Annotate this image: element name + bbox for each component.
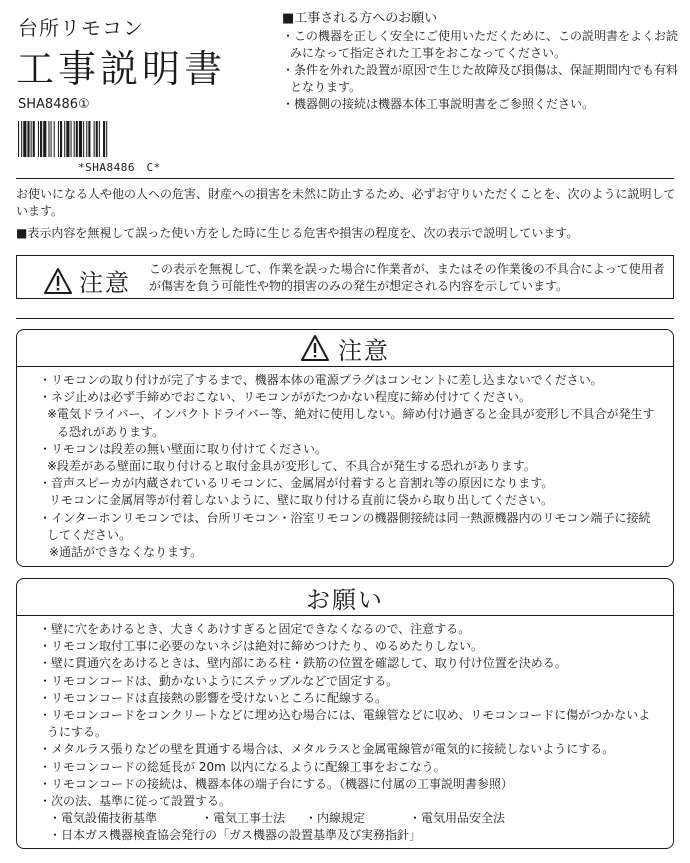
- barcode-bar: [60, 121, 62, 157]
- barcode-bar: [83, 121, 84, 157]
- request-section-header: [17, 579, 673, 616]
- model-number: SHA8486①: [18, 97, 90, 112]
- standard-item: ・日本ガス機器検査協会発行の「ガス機器の設置基準及び実務指針」: [49, 828, 422, 843]
- caution-item: ・ネジ止めは必ず手締めでおこない、リモコンががたつかない程度に締め付けてください。: [39, 390, 532, 405]
- caution-legend: [16, 255, 674, 299]
- caution-note: リモコンに金属屑等が付着しないように、壁に取り付ける直前に袋から取り出してください。: [49, 493, 554, 508]
- request-item: ・リモコン取付工事に必要のないネジは絶対に締めつけたり、ゆるめたりしない。: [39, 639, 484, 654]
- barcode-bar: [31, 121, 32, 157]
- barcode-bar: [66, 121, 69, 157]
- barcode-bar: [96, 121, 98, 157]
- caution-section: [16, 329, 674, 567]
- caution-note: ※電気ドライバー、インパクトドライバー等、絶対に使用しない。締め付け過ぎると金具が変形し不具合が発生する恐れがあります。: [47, 407, 655, 439]
- standard-item: ・電気設備技術基準: [49, 811, 158, 826]
- intro-paragraph: ■表示内容を無視して誤った使い方をした時に生じる危害や損害の程度を、次の表示で説明しています。: [16, 226, 579, 240]
- standard-item: ・内線規定: [305, 811, 366, 826]
- request-item: ・壁に貫通穴をあけるときは、壁内部にある柱・鉄筋の位置を確認して、取り付け位置を決める。: [39, 656, 567, 671]
- request-item: ・リモコンコードは直接熱の影響を受けないところに配線する。: [39, 690, 388, 705]
- caution-note: ※段差がある壁面に取り付けると取付金具が変形して、不具合が発生する恐れがあります。: [47, 459, 536, 474]
- barcode-bar: [38, 121, 39, 157]
- request-item: ・リモコンコードをコンクリートなどに埋め込む場合には、電線管などに収め、リモコンコードに傷がつかないようにする。: [39, 708, 651, 740]
- standards-row: [39, 810, 659, 827]
- intro-paragraph: お使いになる人や他の人への危害、財産への損害を未然に防止するため、必ずお守りいただくことを、次のように説明しています。: [16, 187, 676, 218]
- page-title: 工事説明書: [16, 47, 227, 91]
- barcode-bar: [51, 121, 52, 157]
- installer-request-item: ・機器側の接続は機器本体工事説明書をご参照ください。: [282, 97, 595, 111]
- caution-item: ・リモコンは段差の無い壁面に取り付けてください。: [39, 441, 328, 456]
- divider: [16, 318, 674, 319]
- barcode-bar: [86, 121, 87, 157]
- barcode: [18, 121, 180, 157]
- caution-section-title: 注意: [338, 336, 390, 365]
- barcode-bar: [18, 121, 19, 157]
- barcode-bar: [88, 121, 90, 157]
- barcode-bar: [64, 121, 65, 157]
- warning-icon: [300, 334, 330, 362]
- caution-item: ・音声スピーカが内蔵されているリモコンに、金属屑が付着すると音割れ等の原因になります。: [39, 476, 554, 491]
- barcode-bar: [94, 121, 95, 157]
- caution-legend-text: この表示を無視して、作業を誤った場合に作業者が、またはその作業後の不具合によって使用者が傷害を負う可能性や物的損害のみの発生が想定される内容を示しています。: [149, 262, 665, 293]
- request-item: ・リモコンコードは、動かないようにステップルなどで固定する。: [39, 673, 399, 688]
- divider: [16, 178, 674, 179]
- barcode-bar: [54, 121, 55, 157]
- caution-legend-label: [43, 263, 131, 298]
- barcode-bar: [76, 121, 78, 157]
- barcode-bar: [23, 121, 26, 157]
- barcode-bar: [106, 121, 107, 157]
- intro: [16, 186, 676, 242]
- standard-item: ・電気用品安全法: [409, 811, 506, 826]
- barcode-bar: [33, 121, 35, 157]
- barcode-bar: [71, 121, 72, 157]
- barcode-bar: [103, 121, 105, 157]
- barcode-bar: [48, 121, 49, 157]
- caution-section-header: [17, 330, 673, 367]
- caution-item: ・インターホンリモコンでは、台所リモコン・浴室リモコンの機器側接続は同一熱源機器内のリモコン端子に接続してください。: [39, 510, 651, 542]
- barcode-text: *SHA8486 C*: [78, 161, 161, 174]
- caution-legend-word: 注意: [79, 269, 131, 297]
- request-item: ・壁に穴をあけるとき、大きくあけすぎると固定できなくなるので、注意する。: [39, 622, 471, 636]
- request-section: [16, 578, 674, 849]
- barcode-bar: [74, 121, 75, 157]
- caution-item: ・リモコンの取り付けが完了するまで、機器本体の電源プラグはコンセントに差し込まないでください。: [39, 373, 603, 387]
- barcode-bar: [40, 121, 42, 157]
- barcode-bar: [21, 121, 22, 157]
- subtitle: 台所リモコン: [18, 16, 144, 40]
- barcode-bar: [99, 121, 100, 157]
- installer-request-heading: ■工事される方へのお願い: [282, 11, 438, 26]
- barcode-bar: [43, 121, 46, 157]
- installer-request-item: ・条件を外れた設置が原因で生じた故障及び損傷は、保証期間内でも有料となります。: [282, 63, 679, 94]
- barcode-bar: [79, 121, 82, 157]
- request-section-title: お願い: [306, 585, 384, 614]
- standard-item: ・電気工事士法: [201, 811, 286, 826]
- caution-note: ※通話ができなくなります。: [49, 545, 203, 560]
- installer-request-item: ・この機器を正しく安全にご使用いただくために、この説明書をよくお読みになって指定された工事をおこなってください。: [282, 29, 679, 60]
- request-item: ・リモコンコードの総延長が 20m 以内になるように配線工事をおこなう。: [39, 759, 446, 774]
- installer-request: [282, 10, 682, 113]
- barcode-bar: [27, 121, 29, 157]
- request-item: ・次の法、基準に従って設置する。: [39, 794, 232, 809]
- warning-icon: [43, 267, 73, 295]
- request-item: ・リモコンコードの接続は、機器本体の端子台にする。（機器に付属の工事説明書参照）: [39, 776, 514, 791]
- request-item: ・メタルラス張りなどの壁を貫通する場合は、メタルラスと金属電線管が電気的に接続しないようにする。: [39, 742, 615, 757]
- barcode-bar: [58, 121, 59, 157]
